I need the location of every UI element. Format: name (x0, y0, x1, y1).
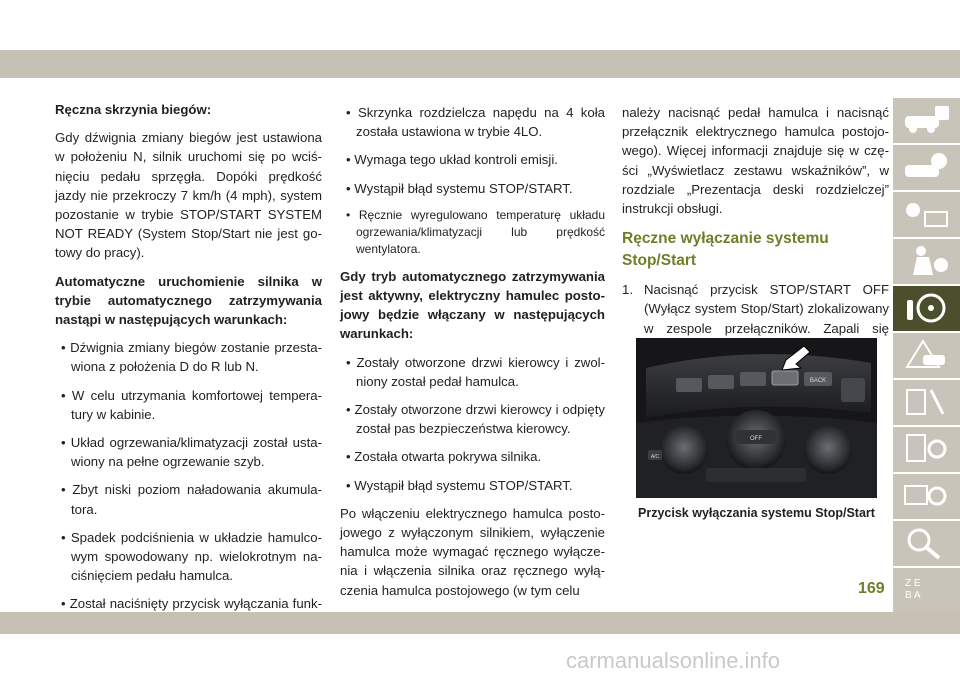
column-2 (340, 103, 605, 609)
heading-manual-gearbox: Ręczna skrzynia biegów: (55, 102, 212, 117)
car-emergency-icon (899, 337, 953, 373)
steering-wheel-key-icon (899, 290, 953, 326)
list-item: • Została otwarta pokrywa silnika. (340, 447, 605, 466)
svg-text:B A: B A (905, 590, 921, 601)
heading-parking-brake: Gdy tryb automatycznego zatrzymywania jest aktywny, elektryczny hamulec postojowy będzie włączany w następujących warunkach: (340, 268, 605, 342)
list-item: • Zostały otworzone drzwi kierowcy i zwolniony został pedał hamulca. (340, 353, 605, 391)
off-label: OFF (750, 436, 762, 442)
list-item: • Dźwignia zmiany biegów zostanie przestawiona z położenia D do R lub N. (55, 338, 322, 376)
header-bar (0, 50, 960, 78)
tab-customer-assistance[interactable] (893, 521, 960, 568)
multimedia-gear-icon (899, 478, 953, 514)
watermark-text: carmanualsonline.info (566, 648, 781, 673)
checklist-gear-icon (899, 431, 953, 467)
paragraph-manual-gearbox: Gdy dźwignia zmiany biegów jest ustawiona w położeniu N, silnik uruchomi się po wciśnięciu pedału sprzęgła. Dopóki prędkość jazdy nie przekroczy 7 km/h (4 mph), system pozostanie w trybie STOP/START SYSTEM NOT READY (System Stop/Start nie jest gotowy do pracy). (55, 130, 322, 261)
tab-seatbelt-airbag[interactable] (893, 239, 960, 286)
tab-service[interactable] (893, 380, 960, 427)
list-item: • Ręcznie wyregulowano temperaturę układu ogrzewania/klimatyzacji lub prędkość wentylatora. (340, 207, 605, 258)
search-icon (899, 525, 953, 561)
list-item: • Wystąpił błąd systemu STOP/START. (340, 476, 605, 495)
column-3 (622, 103, 889, 365)
svg-text:Z E: Z E (905, 578, 921, 589)
parking-brake-conditions-list (340, 353, 605, 495)
seatbelt-airbag-icon (899, 243, 953, 279)
photo-caption: Przycisk wyłączania systemu Stop/Start (638, 506, 875, 520)
tab-car-warning[interactable] (893, 145, 960, 192)
car-info-icon (899, 102, 953, 138)
list-item: • W celu utrzymania komfortowej temperatury w kabinie. (55, 386, 322, 424)
tab-lights-message[interactable] (893, 192, 960, 239)
restart-conditions-list (55, 338, 322, 633)
tab-index[interactable] (893, 568, 960, 615)
car-warning-icon (899, 149, 953, 185)
list-item: • Skrzynka rozdzielcza napędu na 4 koła została ustawiona w trybie 4LO. (340, 103, 605, 141)
page-number: 169 (858, 580, 885, 597)
list-item: • Został naciśnięty przycisk wyłączania funk (55, 594, 322, 632)
tab-specs[interactable] (893, 427, 960, 474)
section-title: Ręczne wyłączanie systemu Stop/Start (622, 230, 829, 270)
lights-message-icon (899, 196, 953, 232)
back-label: BACK (809, 378, 827, 384)
paragraph-continued: należy nacisnąć pedał hamulca i nacisnąć przełącznik elektrycznego hamulca postojowego). Więcej informacji znajduje się w części „Wyświetlacz zestawu wskaźników”, w rozdziale „Prezentacja deski rozdzielczej” instrukcji obsługi. (622, 105, 889, 217)
index-letters-icon (899, 572, 953, 608)
heading-auto-restart: Automatyczne uruchomienie silnika w trybie automatycznego zatrzymywania nastąpi w następujących warunkach: (55, 273, 322, 328)
step-text: Nacisnąć przycisk STOP/START OFF (Wyłącz system Stop/Start) zlokalizowany w zespole przełączników. Zapali się (644, 282, 889, 336)
switch-panel-illustration (636, 338, 877, 498)
list-item: • Wymaga tego układ kontroli emisji. (340, 150, 605, 169)
list-item: • Zostały otworzone drzwi kierowcy i odpięty został pas bezpieczeństwa kierowcy. (340, 400, 605, 438)
ac-label: A/C (650, 454, 660, 460)
tab-multimedia[interactable] (893, 474, 960, 521)
step-number: 1. (622, 282, 633, 298)
tab-starting-operating[interactable] (893, 286, 960, 333)
stop-start-switch-photo (636, 338, 877, 498)
list-item: • Zbyt niski poziom naładowania akumulatora. (55, 480, 322, 518)
list-item: • Spadek podciśnienia w układzie hamulcowym spowodowany np. wielokrotnym naciśnięciem pedału hamulca. (55, 528, 322, 586)
tools-icon (899, 384, 953, 420)
list-item: • Układ ogrzewania/klimatyzacji został ustawiony na pełne ogrzewanie szyb. (55, 433, 322, 471)
footer-bar (0, 612, 960, 634)
tab-emergency[interactable] (893, 333, 960, 380)
paragraph-parking-brake: Po włączeniu elektrycznego hamulca postojowego z wyłączonym silnikiem, wyłączenie hamulca może wymagać ręcznego wyłączenia i włączenia silnika oraz ręcznego wyłączenia hamulca postojowego (w tym celu (340, 505, 605, 598)
list-item: • Wystąpił błąd systemu STOP/START. (340, 179, 605, 198)
tab-car-info[interactable] (893, 98, 960, 145)
column-1 (55, 100, 322, 642)
chapter-tabs (893, 98, 960, 615)
restart-conditions-list-continued (340, 103, 605, 258)
